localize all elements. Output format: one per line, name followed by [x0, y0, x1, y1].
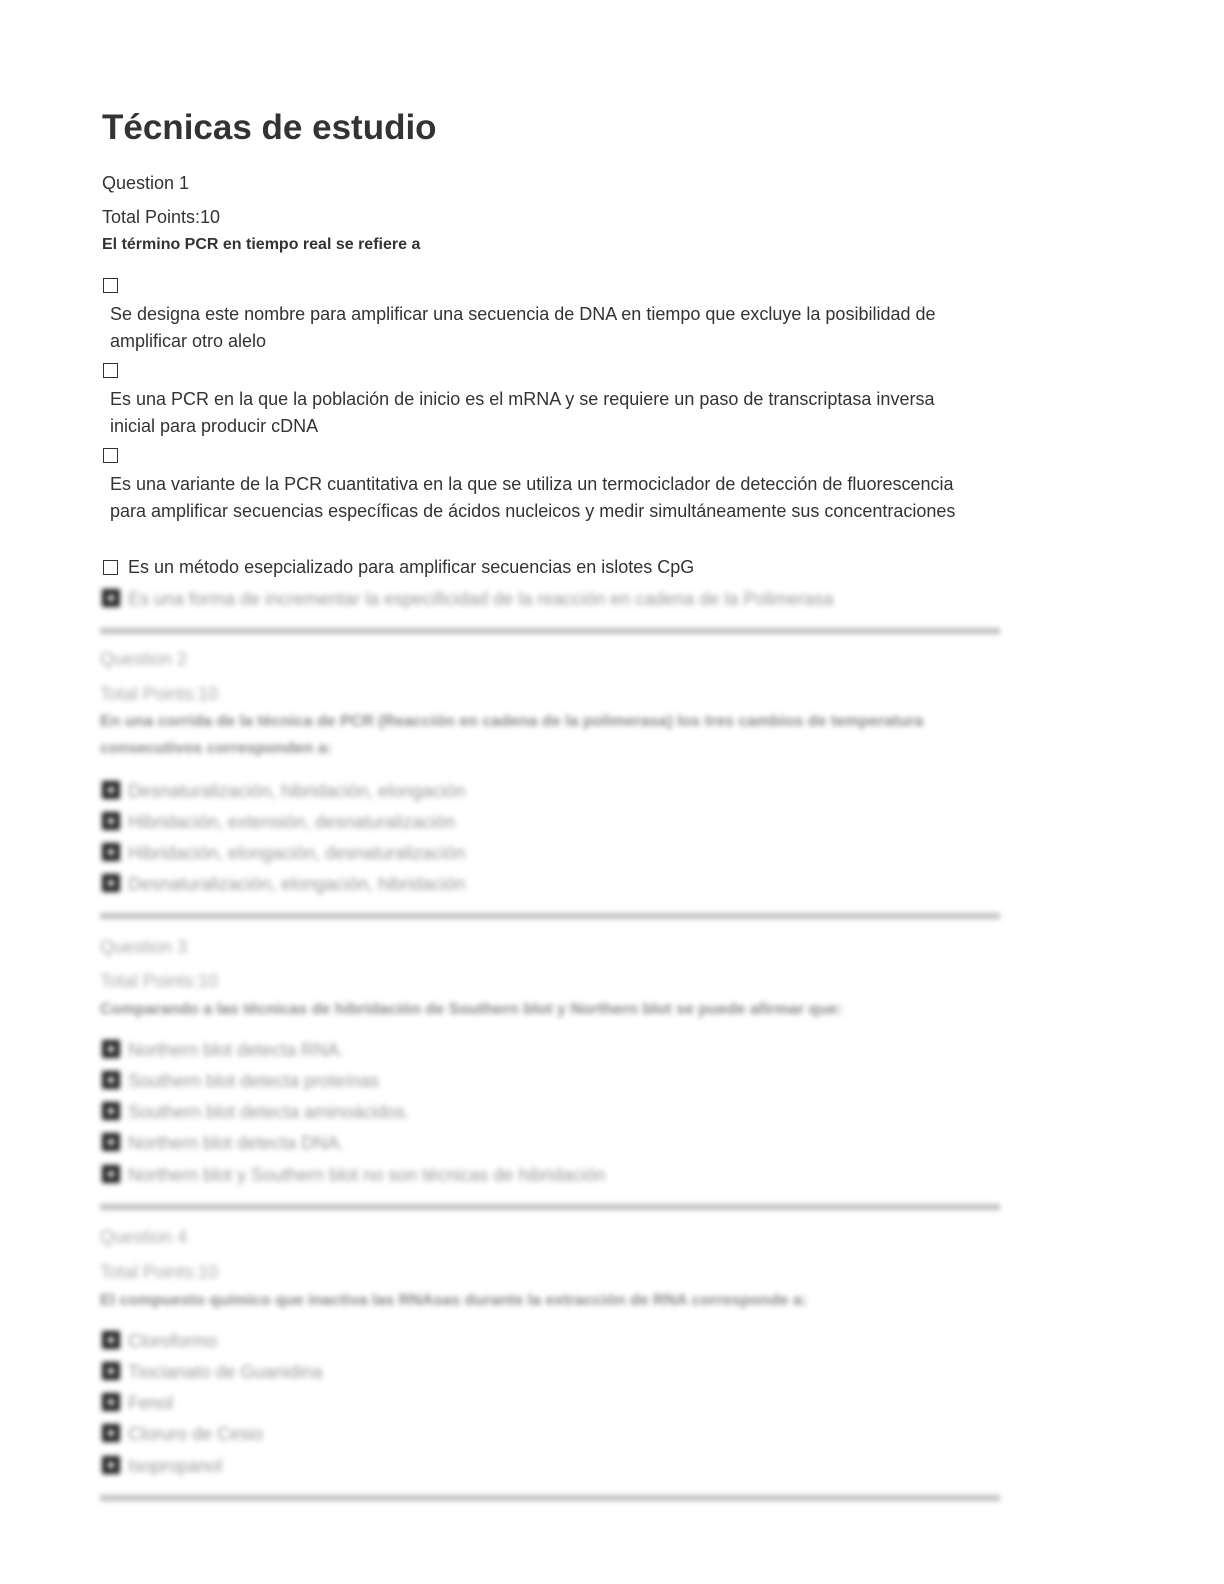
answer-option-label: Es un método esepcializado para amplificar secuencias en islotes CpG — [128, 557, 695, 577]
checkbox — [102, 589, 120, 607]
question-points: Total Points:10 — [100, 684, 219, 704]
answer-option-label: Se designa este nombre para amplificar una secuencia de DNA en tiempo que excluye la posibilidad de amplificar otro alelo — [110, 304, 936, 351]
divider — [100, 1495, 1000, 1501]
answer-option-label: Northern blot detecta DNA. — [128, 1133, 345, 1153]
answer-option-label: Es una forma de incrementar la especificidad de la reacción en cadena de la Polimerasa — [128, 589, 834, 609]
answer-option-label: Tiocianato de Guanidina — [128, 1362, 323, 1382]
answer-option-label: Desnaturalización, elongación, hibridación — [128, 874, 466, 894]
question-text: El compuesto químico que inactiva las RNAsas durante la extracción de RNA corresponde a: — [100, 1292, 808, 1309]
checkbox — [102, 1165, 120, 1183]
page-title: Técnicas de estudio — [102, 108, 437, 147]
question-text: Comparando a las técnicas de hibridación de Southern blot y Northern blot se puede afirmar que: — [100, 1001, 843, 1018]
answer-option-label: Cloruro de Cesio — [128, 1424, 264, 1444]
question-number: Question 2 — [100, 649, 188, 669]
question-number: Question 3 — [100, 937, 188, 957]
answer-option-label: Cloroformo — [128, 1331, 218, 1351]
checkbox[interactable] — [103, 560, 118, 575]
checkbox — [102, 1362, 120, 1380]
answer-option-label: Es una variante de la PCR cuantitativa en la que se utiliza un termociclador de detección de fluorescencia para amplificar secuencias específicas de ácidos nucleicos y medir simultáneamente sus concentraciones — [110, 474, 956, 521]
question-number: Question 4 — [100, 1227, 188, 1247]
question-points: Total Points:10 — [100, 1262, 219, 1282]
divider — [100, 913, 1000, 919]
answer-option-label: Southern blot detecta proteínas — [128, 1071, 380, 1091]
answer-option-label: Northern blot y Southern blot no son técnicas de hibridación — [128, 1165, 606, 1185]
checkbox — [102, 1102, 120, 1120]
question-text: El término PCR en tiempo real se refiere a — [102, 236, 421, 253]
checkbox — [102, 1040, 120, 1058]
blurred-preview — [96, 586, 1016, 1516]
checkbox — [102, 1456, 120, 1474]
checkbox — [102, 874, 120, 892]
question-number: Question 1 — [102, 173, 190, 193]
answer-option-label: Northern blot detecta RNA. — [128, 1040, 345, 1060]
checkbox — [102, 1071, 120, 1089]
question-text: En una corrida de la técnica de PCR (Reacción en cadena de la polimerasa) los tres cambios de temperatura consecutivos corresponden a: — [100, 713, 924, 757]
answer-option-label: Fenol — [128, 1393, 174, 1413]
checkbox[interactable] — [103, 363, 118, 378]
answer-option-label: Hibridación, elongación, desnaturalización — [128, 843, 466, 863]
question-points: Total Points:10 — [100, 971, 219, 991]
checkbox — [102, 843, 120, 861]
question-points: Total Points:10 — [102, 207, 221, 227]
checkbox — [102, 1393, 120, 1411]
divider — [100, 628, 1000, 634]
checkbox — [102, 1331, 120, 1349]
divider — [100, 1204, 1000, 1210]
answer-option-label: Es una PCR en la que la población de inicio es el mRNA y se requiere un paso de transcriptasa inversa inicial para producir cDNA — [110, 389, 935, 436]
checkbox — [102, 812, 120, 830]
checkbox[interactable] — [103, 278, 118, 293]
answer-option-label: Southern blot detecta aminoácidos. — [128, 1102, 411, 1122]
answer-option-label: Desnaturalización, hibridación, elongación — [128, 781, 466, 801]
checkbox — [102, 781, 120, 799]
answer-option-label: Isopropanol — [128, 1456, 223, 1476]
checkbox — [102, 1424, 120, 1442]
checkbox[interactable] — [103, 448, 118, 463]
checkbox — [102, 1133, 120, 1151]
answer-option-label: Hibridación, extensión, desnaturalización — [128, 812, 456, 832]
